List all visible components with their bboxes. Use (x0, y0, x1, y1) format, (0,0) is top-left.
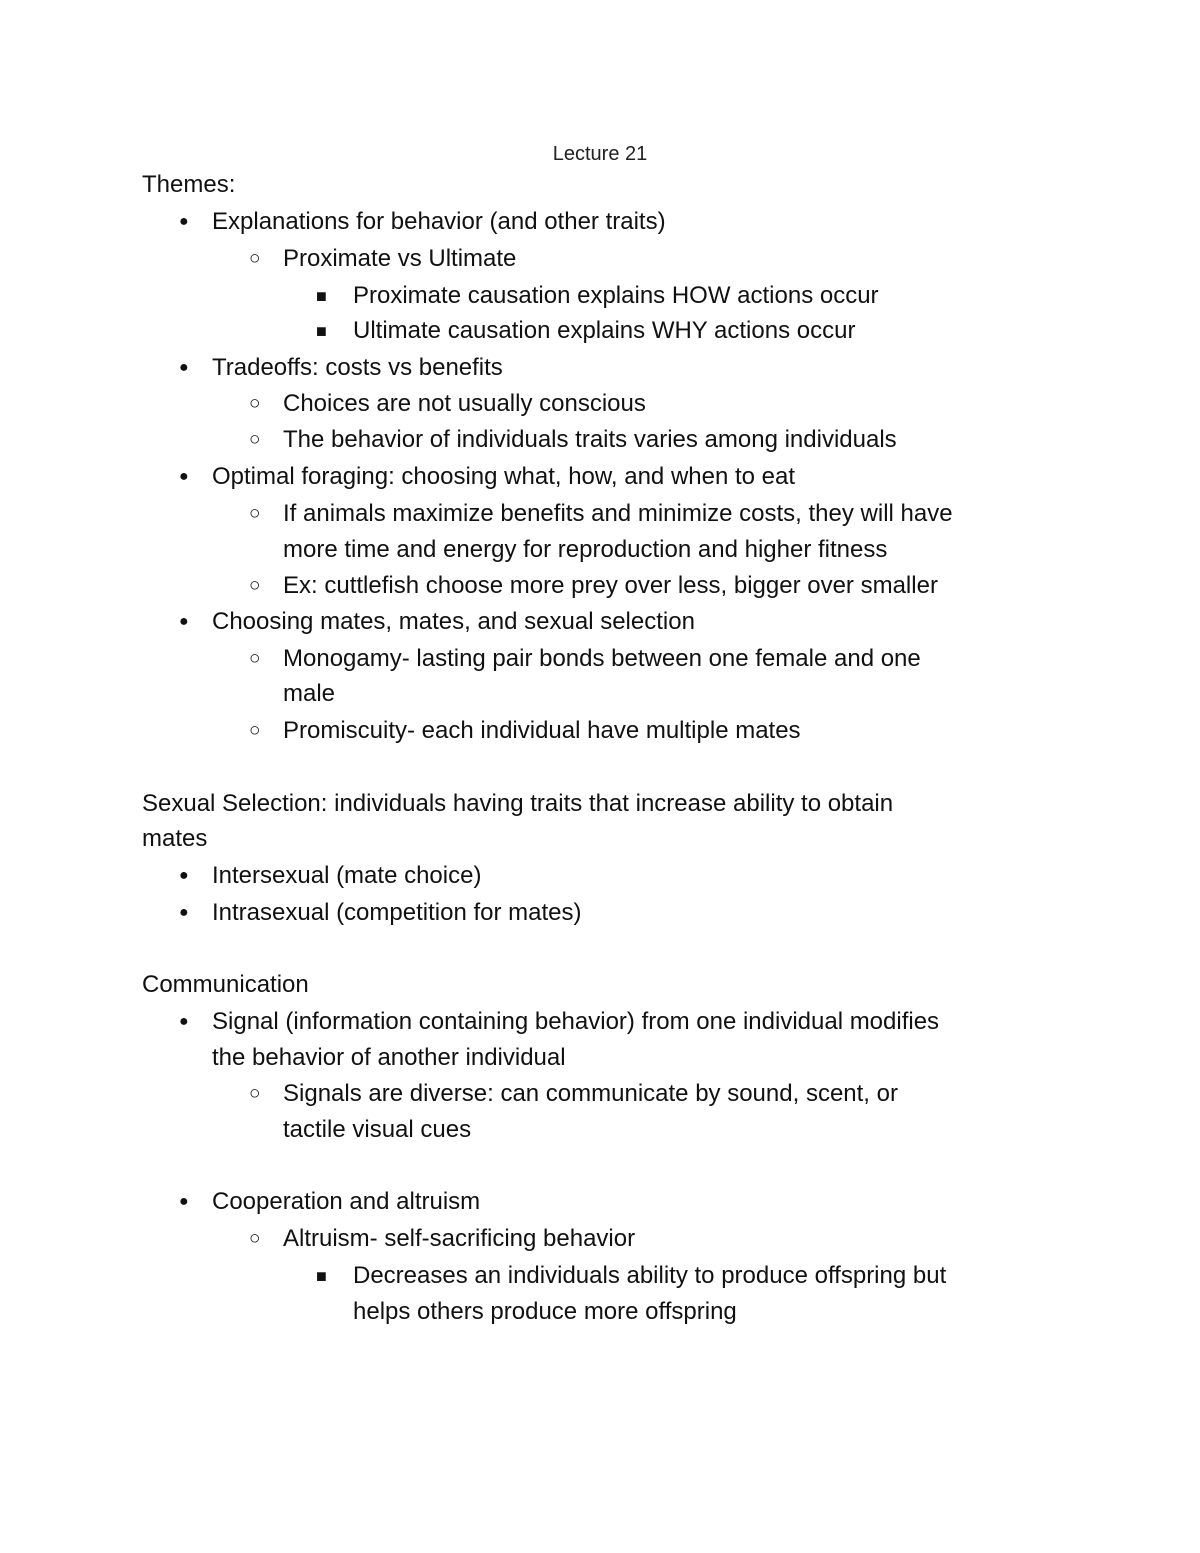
list-item: Signals are diverse: can communicate by sound, scent, or (283, 1080, 898, 1107)
list-item: Explanations for behavior (and other traits) (212, 208, 666, 235)
communication-heading: Communication (142, 971, 309, 998)
disc-bullet-icon: ● (179, 613, 189, 630)
square-bullet-icon: ■ (316, 1266, 327, 1286)
list-item: Choices are not usually conscious (283, 390, 646, 417)
circle-bullet-icon: ○ (249, 1083, 261, 1104)
disc-bullet-icon: ● (179, 1193, 189, 1210)
list-item: Intrasexual (competition for mates) (212, 899, 582, 926)
list-item: The behavior of individuals traits varies among individuals (283, 426, 897, 453)
circle-bullet-icon: ○ (249, 429, 261, 450)
circle-bullet-icon: ○ (249, 1228, 261, 1249)
disc-bullet-icon: ● (179, 904, 189, 921)
square-bullet-icon: ■ (316, 321, 327, 341)
list-item-continuation: helps others produce more offspring (353, 1298, 737, 1325)
list-item: Altruism- self-sacrificing behavior (283, 1225, 636, 1252)
circle-bullet-icon: ○ (249, 575, 261, 596)
page-title: Lecture 21 (552, 143, 648, 165)
disc-bullet-icon: ● (179, 468, 189, 485)
list-item: Proximate causation explains HOW actions occur (353, 282, 879, 309)
disc-bullet-icon: ● (179, 359, 189, 376)
list-item: Decreases an individuals ability to produce offspring but (353, 1262, 947, 1289)
list-item: Intersexual (mate choice) (212, 862, 482, 889)
square-bullet-icon: ■ (316, 286, 327, 306)
list-item: Tradeoffs: costs vs benefits (212, 354, 503, 381)
disc-bullet-icon: ● (179, 867, 189, 884)
list-item: Signal (information containing behavior) from one individual modifies (212, 1008, 940, 1035)
list-item: Monogamy- lasting pair bonds between one female and one (283, 645, 921, 672)
circle-bullet-icon: ○ (249, 720, 261, 741)
disc-bullet-icon: ● (179, 213, 189, 230)
list-item: Ex: cuttlefish choose more prey over less, bigger over smaller (283, 572, 938, 599)
list-item-continuation: the behavior of another individual (212, 1044, 566, 1071)
list-item: Ultimate causation explains WHY actions occur (353, 317, 856, 344)
sexual-selection-heading-continuation: mates (142, 825, 208, 852)
circle-bullet-icon: ○ (249, 503, 261, 524)
list-item: Cooperation and altruism (212, 1188, 481, 1215)
circle-bullet-icon: ○ (249, 393, 261, 414)
list-item: Choosing mates, mates, and sexual selection (212, 608, 695, 635)
list-item: Optimal foraging: choosing what, how, and when to eat (212, 463, 796, 490)
list-item: Proximate vs Ultimate (283, 245, 517, 272)
sexual-selection-heading: Sexual Selection: individuals having traits that increase ability to obtain (142, 790, 894, 817)
list-item: Promiscuity- each individual have multiple mates (283, 717, 801, 744)
circle-bullet-icon: ○ (249, 248, 261, 269)
list-item: If animals maximize benefits and minimize costs, they will have (283, 500, 953, 527)
themes-heading: Themes: (142, 171, 236, 198)
disc-bullet-icon: ● (179, 1013, 189, 1030)
circle-bullet-icon: ○ (249, 648, 261, 669)
list-item-continuation: more time and energy for reproduction and higher fitness (283, 536, 888, 563)
list-item-continuation: tactile visual cues (283, 1116, 472, 1143)
list-item-continuation: male (283, 680, 336, 707)
